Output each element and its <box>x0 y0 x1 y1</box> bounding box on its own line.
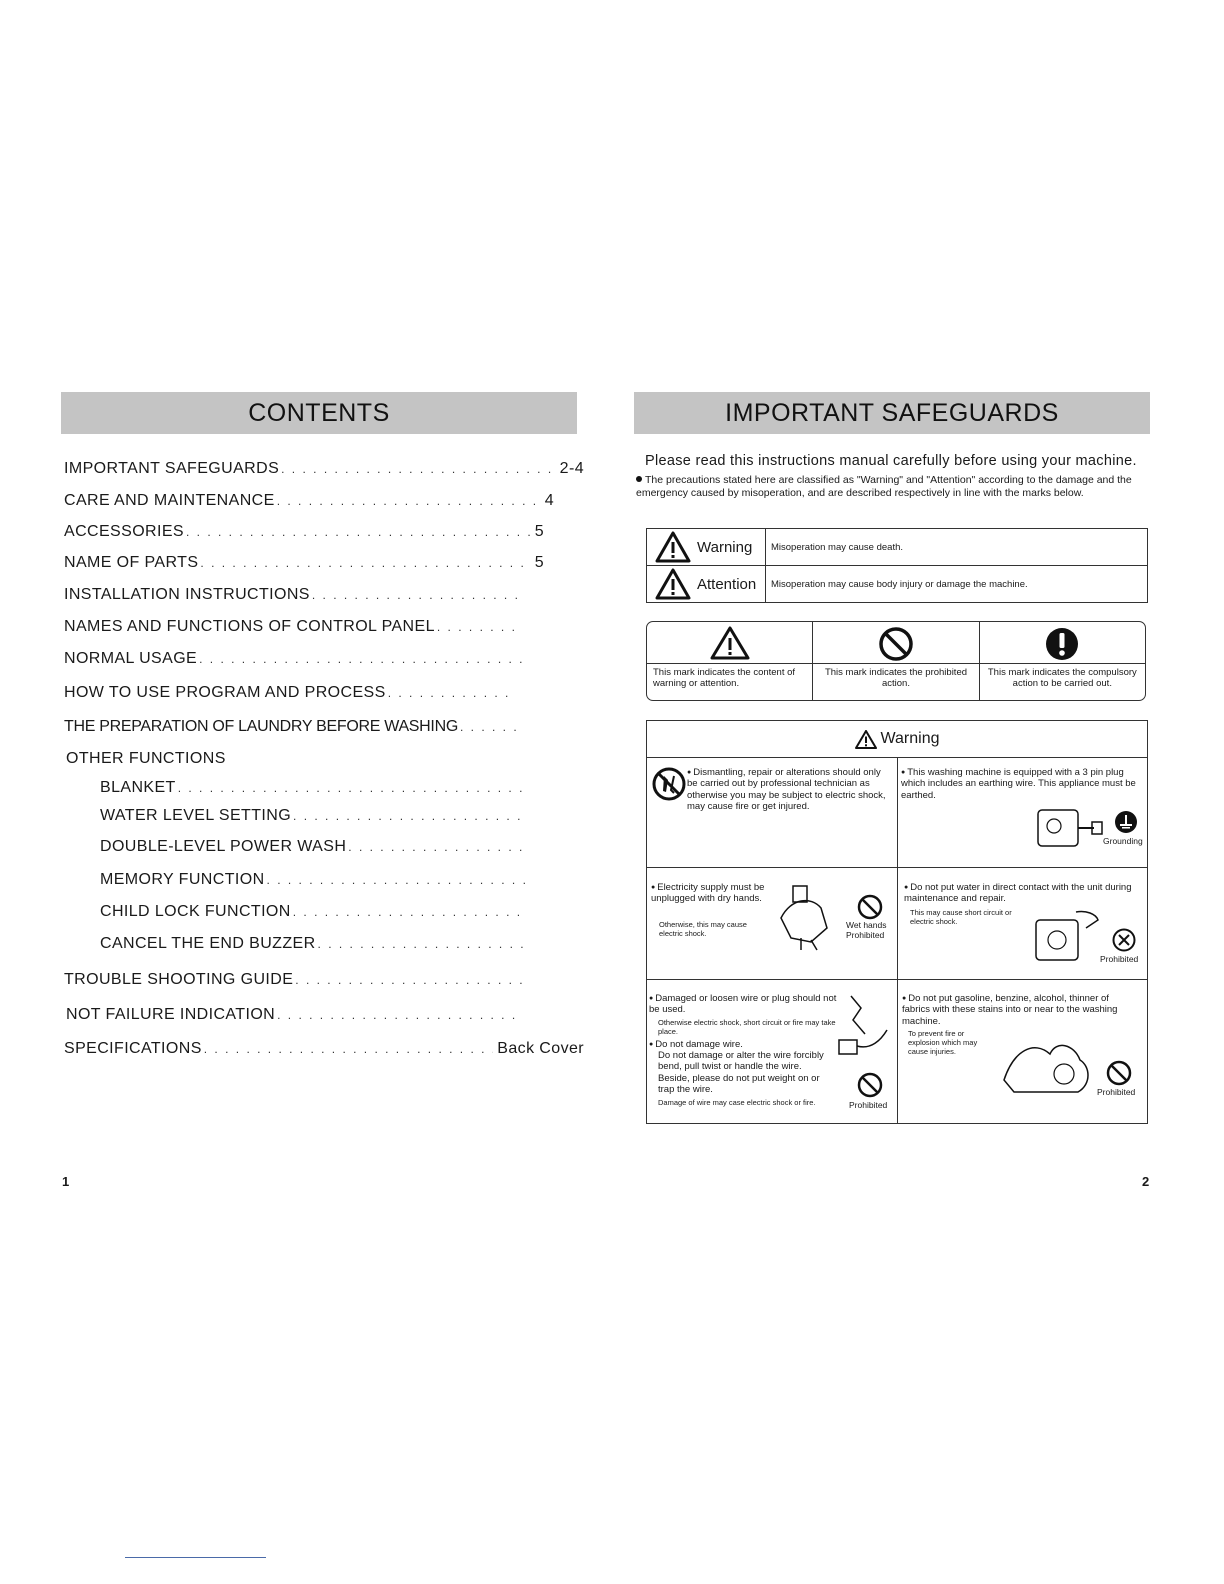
footer-rule <box>125 1557 266 1558</box>
damaged-wire-icon <box>831 990 897 1070</box>
fire-explosion-icon <box>994 1030 1100 1100</box>
page-number-right: 2 <box>1142 1174 1150 1189</box>
toc-entry: SPECIFICATIONS . . . Back Cover <box>64 1040 584 1058</box>
toc-entry: CARE AND MAINTENANCE . . . 4 <box>64 492 554 510</box>
warning-triangle-icon <box>855 730 877 749</box>
legend-row-attention <box>647 566 1148 603</box>
legend-label: Attention <box>697 575 757 593</box>
toc-entry: OTHER FUNCTIONS <box>66 750 226 767</box>
water-machine-icon <box>1026 906 1106 966</box>
wet-hand-plug-icon <box>771 878 847 954</box>
prohibited-icon <box>857 1072 883 1098</box>
page-number-left: 1 <box>62 1174 70 1189</box>
legend-desc: Misoperation may cause body injury or damage the machine. <box>766 566 1148 603</box>
marks-table <box>646 621 1146 701</box>
legend-table <box>646 528 1148 603</box>
toc-entry: NOT FAILURE INDICATION . . . <box>66 1006 526 1024</box>
bullet-icon <box>636 476 642 482</box>
warning-cell-unplug: ● Electricity supply must be unplugged with dry hands. Otherwise, this may cause electric shock. Wet hands Prohibited <box>647 868 898 980</box>
toc-entry: CHILD LOCK FUNCTION . . . <box>100 903 530 921</box>
legend-row-warning <box>647 529 1148 566</box>
prohibited-icon <box>1106 1060 1132 1086</box>
toc-entry: TROUBLE SHOOTING GUIDE . . . <box>64 971 526 989</box>
toc-entry: ACCESSORIES . . . 5 <box>64 523 544 541</box>
mark-compulsory: This mark indicates the compulsory action to be carried out. <box>980 622 1145 700</box>
intro-text: Please read this instructions manual carefully before using your machine. <box>645 453 1137 469</box>
toc-entry: NAME OF PARTS . . . 5 <box>64 554 544 572</box>
mark-warning: This mark indicates the content of warning or attention. <box>647 622 813 700</box>
prohibited-icon <box>878 626 914 662</box>
legend-label: Warning <box>697 538 753 556</box>
toc-entry: WATER LEVEL SETTING . . . <box>100 807 530 825</box>
warning-box-title: Warning <box>647 721 1147 758</box>
warning-box <box>646 720 1148 1124</box>
contents-title: CONTENTS <box>248 398 390 427</box>
mark-prohibited: This mark indicates the prohibited action. <box>813 622 979 700</box>
safeguards-title: IMPORTANT SAFEGUARDS <box>725 398 1059 427</box>
compulsory-icon <box>1044 626 1080 662</box>
toc-entry: INSTALLATION INSTRUCTIONS . . . <box>64 586 526 604</box>
warning-triangle-icon <box>655 531 691 563</box>
toc-entry: NORMAL USAGE . . . <box>64 650 526 668</box>
toc-entry: CANCEL THE END BUZZER . . . <box>100 935 530 953</box>
toc-entry: THE PREPARATION OF LAUNDRY BEFORE WASHING . . . <box>64 718 526 736</box>
no-water-icon <box>1112 928 1136 952</box>
warning-cell-gasoline: ● Do not put gasoline, benzine, alcohol, thinner of fabrics with these stains into or near to the washing machine. To prevent fire or explosion which may cause injuries. Prohibited <box>898 980 1147 1123</box>
grounding-icon <box>1114 810 1138 834</box>
toc-entry: HOW TO USE PROGRAM AND PROCESS . . . <box>64 684 519 702</box>
toc-entry: NAMES AND FUNCTIONS OF CONTROL PANEL . . . <box>64 618 522 636</box>
warning-mark-icon <box>710 626 750 660</box>
toc-entry: BLANKET . . . <box>100 779 530 797</box>
warning-cell-earthing: ● This washing machine is equipped with a 3 pin plug which includes an earthing wire. This appliance must be earthed. Grounding <box>898 758 1147 868</box>
toc-entry: DOUBLE-LEVEL POWER WASH . . . <box>100 838 530 856</box>
precaution-text: The precautions stated here are classified as "Warning" and "Attention" according to the damage and the emergency caused by misoperation, and are described respectively in line with the marks below. <box>636 474 1132 499</box>
toc-entry: MEMORY FUNCTION . . . <box>100 871 530 889</box>
prohibited-icon <box>857 894 883 920</box>
toc-entry: IMPORTANT SAFEGUARDS . . . 2-4 <box>64 460 584 478</box>
contents-header <box>61 392 577 434</box>
safeguards-header <box>634 392 1150 434</box>
warning-cell-wire: ● Damaged or loosen wire or plug should not be used. Otherwise electric shock, short circuit or fire may take place. ● Do not damage wire. Do not damage or alter the wire forcibly bend, pull twist or handle the wire. Beside, please do not put weight on or trap the wire. Damage of wire may case electric shock or fire. Prohibited <box>647 980 898 1123</box>
attention-triangle-icon <box>655 568 691 600</box>
no-tools-icon <box>651 766 687 802</box>
washing-machine-plug-icon <box>1028 806 1108 852</box>
warning-cell-water: ● Do not put water in direct contact with the unit during maintenance and repair. This may cause short circuit or electric shock. Prohibited <box>898 868 1147 980</box>
legend-desc: Misoperation may cause death. <box>766 529 1148 566</box>
warning-cell-dismantling: ● Dismantling, repair or alterations should only be carried out by professional technician as otherwise you may be subject to electric shock, may cause fire or get injured. <box>647 758 898 868</box>
